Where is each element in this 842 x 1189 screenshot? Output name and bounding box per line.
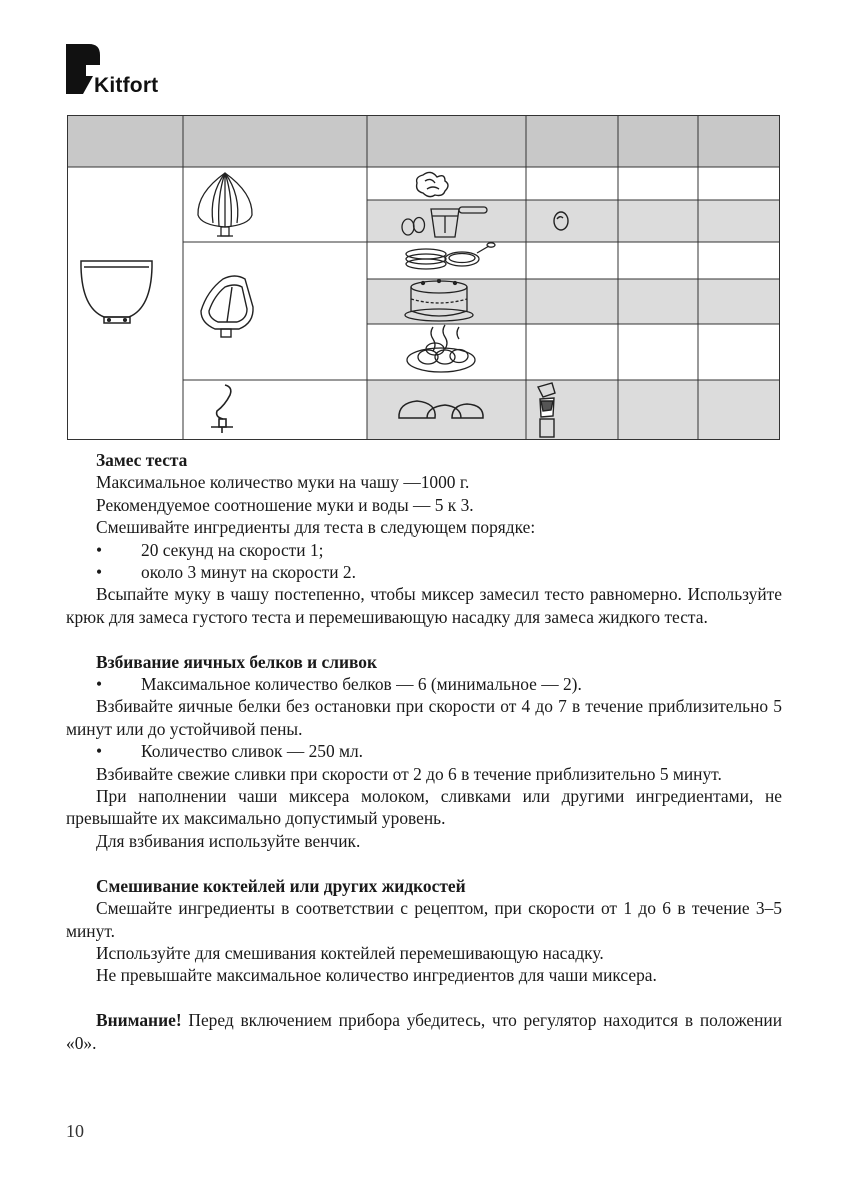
list-item <box>66 539 782 561</box>
dough-ratio: Рекомендуемое соотношение муки и воды — 5 к 3. <box>96 494 474 515</box>
whipping-paragraph: При наполнении чаши миксера молоком, сливками или другими ингредиентами, не превышайте их максимально допустимый уровень. <box>66 786 782 829</box>
warning-label: Внимание! <box>96 1010 182 1031</box>
bullet: • <box>96 562 103 583</box>
table-row-shade <box>367 200 780 242</box>
attachments-table <box>67 115 781 441</box>
page-number: 10 <box>66 1121 84 1141</box>
bullet: • <box>96 741 103 762</box>
dough-order: Смешивайте ингредиенты для теста в следующем порядке: <box>96 517 536 538</box>
whipping-paragraph: Для взбивания используйте венчик. <box>96 830 361 851</box>
list-item-text: Количество сливок — 250 мл. <box>141 741 364 762</box>
warning-text: Перед включением прибора убедитесь, что регулятор находится в положении «0». <box>66 1010 782 1053</box>
table-header-row <box>67 115 780 167</box>
dough-max-flour: Максимальное количество муки на чашу —1000 г. <box>96 472 470 493</box>
bullet: • <box>96 539 103 560</box>
brand-name: Kitfort <box>94 74 159 97</box>
whipping-paragraph: Взбивайте яичные белки без остановки при скорости от 4 до 7 в течение приблизительно 5 минут или до устойчивой пены. <box>66 696 782 739</box>
section-title-cocktails: Смешивание коктейлей или других жидкостей <box>96 875 466 896</box>
table-row-shade <box>367 380 780 439</box>
list-item <box>66 561 782 583</box>
flat-beater-icon <box>201 276 253 337</box>
whipping-paragraph: Взбивайте свежие сливки при скорости от 2 до 6 в течение приблизительно 5 минут. <box>96 763 722 784</box>
dough-hook-icon <box>211 385 233 433</box>
list-item-text: около 3 минут на скорости 2. <box>141 562 356 583</box>
bullet: • <box>96 674 103 695</box>
list-item <box>66 740 782 762</box>
warning-paragraph <box>66 1009 782 1054</box>
list-item-text: Максимальное количество белков — 6 (минимальное — 2). <box>141 674 582 695</box>
table-row-shade <box>367 279 780 324</box>
mixing-bowl-icon <box>81 261 152 323</box>
pancakes-icon <box>406 243 495 269</box>
cocktails-paragraph: Используйте для смешивания коктейлей перемешивающую насадку. <box>96 942 604 963</box>
list-item <box>66 673 782 695</box>
whipped-cream-icon <box>417 172 448 196</box>
bread-rolls-icon <box>407 325 475 372</box>
dough-paragraph: Всыпайте муку в чашу постепенно, чтобы миксер замесил тесто равномерно. Используйте крюк для замеса густого теста и перемешивающую насадку для замеса жидкого теста. <box>66 584 782 627</box>
cocktails-paragraph: Смешайте ингредиенты в соответствии с рецептом, при скорости от 1 до 6 в течение 3–5 минут. <box>66 898 782 941</box>
cocktails-paragraph: Не превышайте максимальное количество ингредиентов для чаши миксера. <box>96 965 657 986</box>
instructions-text <box>66 449 782 1054</box>
whisk-icon <box>198 173 252 236</box>
section-title-whipping: Взбивание яичных белков и сливок <box>96 651 377 672</box>
section-title-dough: Замес теста <box>96 450 188 470</box>
list-item-text: 20 секунд на скорости 1; <box>141 539 324 560</box>
